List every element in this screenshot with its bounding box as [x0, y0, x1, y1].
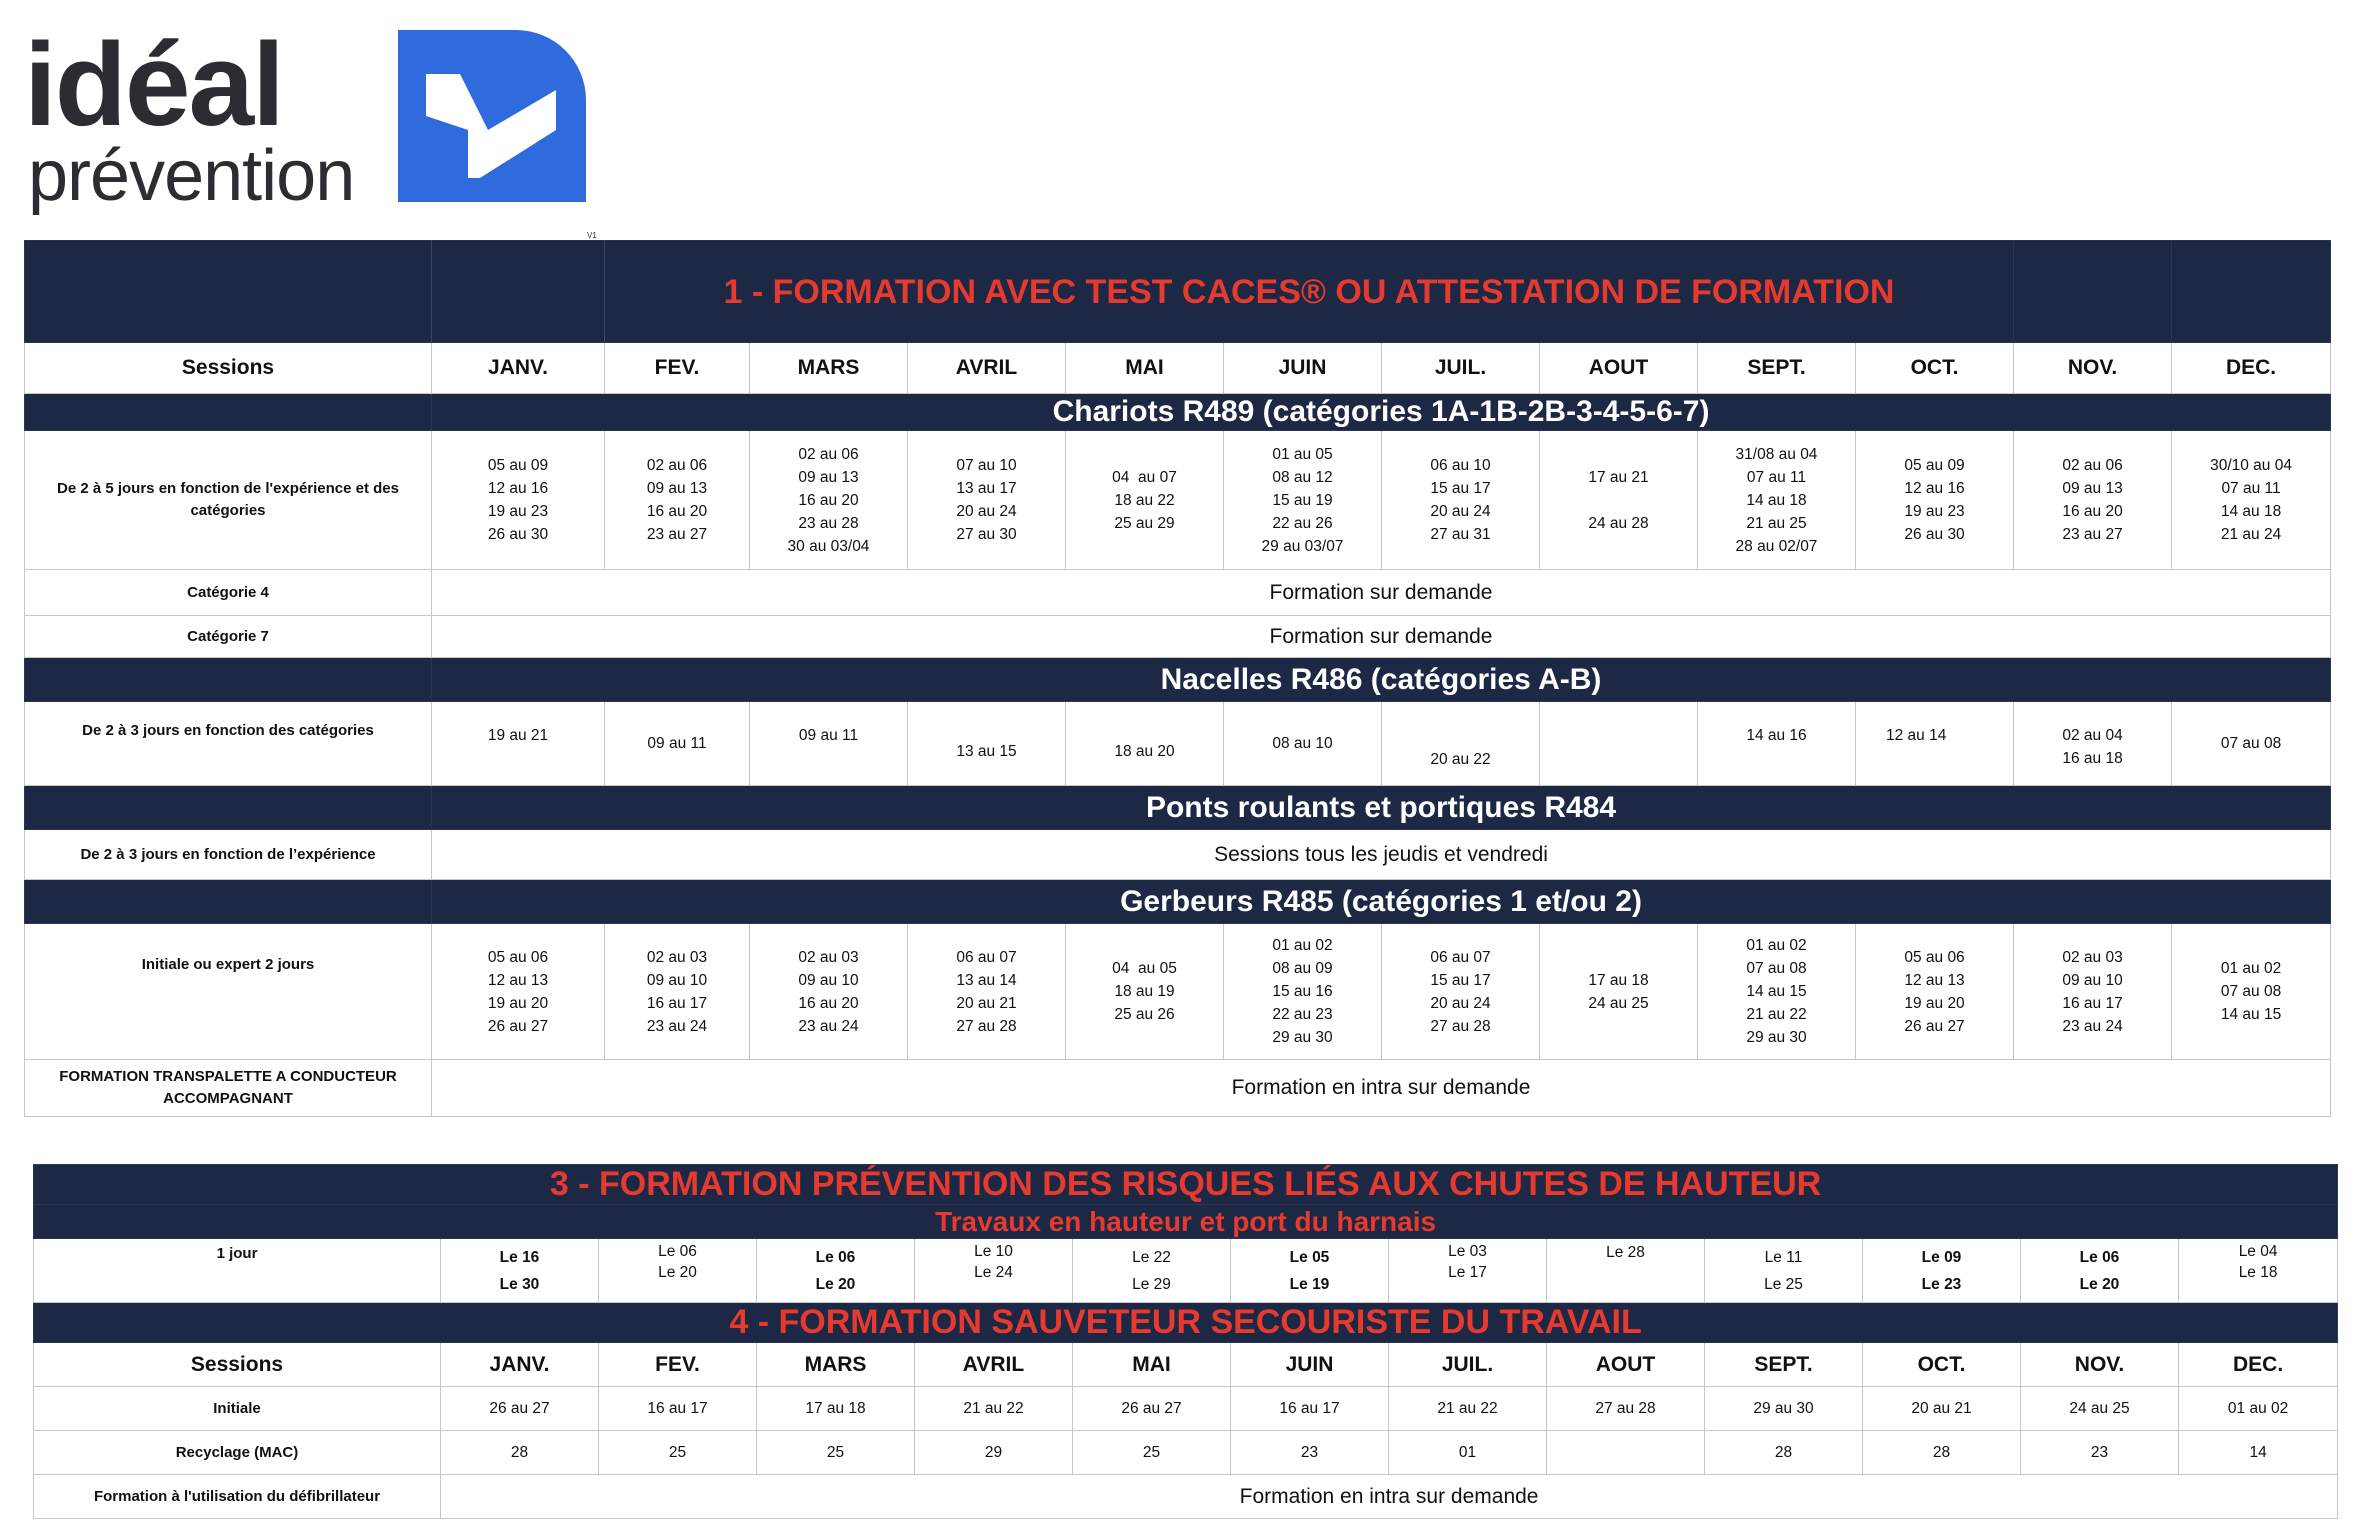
date-cell: Le 04 Le 18 [2179, 1239, 2338, 1303]
section4-months-header-row [34, 1343, 2338, 1387]
ponts-note: Sessions tous les jeudis et vendredi [432, 830, 2331, 880]
date-cell: 01 au 02 [2179, 1387, 2338, 1431]
logo-word-ideal: idéal [24, 19, 283, 151]
recyclage-label: Recyclage (MAC) [34, 1431, 441, 1475]
categorie7-label: Catégorie 7 [25, 616, 432, 658]
date-cell: 02 au 06 09 au 13 16 au 20 23 au 28 30 au 03/04 [750, 431, 908, 570]
gerbeurs-title: Gerbeurs R485 (catégories 1 et/ou 2) [432, 880, 2331, 924]
month-header: DEC. [2172, 343, 2331, 394]
date-cell: 26 au 27 [441, 1387, 599, 1431]
date-cell: 01 [1389, 1431, 1547, 1475]
defibrillateur-row [34, 1475, 2338, 1519]
date-cell: Le 03 Le 17 [1389, 1239, 1547, 1303]
date-cell: 24 au 25 [2021, 1387, 2179, 1431]
section4-title-row [34, 1303, 2338, 1343]
date-cell: 06 au 07 15 au 17 20 au 24 27 au 28 [1382, 924, 1540, 1060]
date-cell: 01 au 02 08 au 09 15 au 16 22 au 23 29 au 30 [1224, 924, 1382, 1060]
transpalette-label: FORMATION TRANSPALETTE A CONDUCTEUR ACCOMPAGNANT [25, 1060, 432, 1117]
date-cell: 17 au 21 24 au 28 [1540, 431, 1698, 570]
date-cell: 23 [2021, 1431, 2179, 1475]
sessions-header: Sessions [25, 343, 432, 394]
date-cell: 29 au 30 [1705, 1387, 1863, 1431]
date-cell: 02 au 04 16 au 18 [2014, 702, 2172, 786]
date-cell: 07 au 10 13 au 17 20 au 24 27 au 30 [908, 431, 1066, 570]
date-cell: 20 au 21 [1863, 1387, 2021, 1431]
nacelles-title: Nacelles R486 (catégories A-B) [432, 658, 2331, 702]
date-cell: 17 au 18 24 au 25 [1540, 924, 1698, 1060]
hauteur-dates-row [34, 1239, 2338, 1303]
section4-title: 4 - FORMATION SAUVETEUR SECOURISTE DU TRAVAIL [729, 1303, 1642, 1341]
ponts-title: Ponts roulants et portiques R484 [432, 786, 2331, 830]
date-cell: 06 au 07 13 au 14 20 au 21 27 au 28 [908, 924, 1066, 1060]
transpalette-note: Formation en intra sur demande [432, 1060, 2331, 1117]
date-cell: Le 16 Le 30 [441, 1239, 599, 1303]
date-cell: 16 au 17 [599, 1387, 757, 1431]
date-cell: 02 au 03 09 au 10 16 au 17 23 au 24 [605, 924, 750, 1060]
categorie7-note: Formation sur demande [432, 616, 2331, 658]
date-cell: 02 au 06 09 au 13 16 au 20 23 au 27 [605, 431, 750, 570]
month-header: MAI [1066, 343, 1224, 394]
date-cell: 30/10 au 04 07 au 11 14 au 18 21 au 24 [2172, 431, 2331, 570]
month-header: AOUT [1547, 1343, 1705, 1387]
date-cell: Le 05 Le 19 [1231, 1239, 1389, 1303]
section3-title-row [34, 1165, 2338, 1205]
date-cell: 09 au 11 [750, 702, 908, 786]
categorie7-row [25, 616, 2331, 658]
categorie4-note: Formation sur demande [432, 570, 2331, 616]
date-cell: 20 au 22 [1382, 702, 1540, 786]
date-cell: Le 09 Le 23 [1863, 1239, 2021, 1303]
month-header: NOV. [2021, 1343, 2179, 1387]
chariots-dates-row [25, 431, 2331, 570]
nacelles-dates-row [25, 702, 2331, 786]
gerbeurs-dates-row [25, 924, 2331, 1060]
version-label: V1 [587, 231, 597, 240]
month-header: JUIL. [1389, 1343, 1547, 1387]
section3-subtitle: Travaux en hauteur et port du harnais [935, 1205, 1437, 1237]
month-header: SEPT. [1705, 1343, 1863, 1387]
date-cell: 28 [1863, 1431, 2021, 1475]
brand-logo [24, 19, 594, 216]
date-cell: 07 au 08 [2172, 702, 2331, 786]
date-cell: 28 [1705, 1431, 1863, 1475]
date-cell: 16 au 17 [1231, 1387, 1389, 1431]
date-cell: 08 au 10 [1224, 702, 1382, 786]
recyclage-row [34, 1431, 2338, 1475]
month-header: MARS [757, 1343, 915, 1387]
date-cell: 02 au 03 09 au 10 16 au 17 23 au 24 [2014, 924, 2172, 1060]
date-cell: 28 [441, 1431, 599, 1475]
month-header: JANV. [441, 1343, 599, 1387]
date-cell: 26 au 27 [1073, 1387, 1231, 1431]
month-header: DEC. [2179, 1343, 2338, 1387]
month-header: AOUT [1540, 343, 1698, 394]
date-cell: Le 11 Le 25 [1705, 1239, 1863, 1303]
nacelles-row-label: De 2 à 3 jours en fonction des catégories [25, 702, 432, 786]
month-header: OCT. [1863, 1343, 2021, 1387]
month-header: OCT. [1856, 343, 2014, 394]
date-cell: 25 [599, 1431, 757, 1475]
date-cell: 12 au 14 [1856, 702, 2014, 786]
date-cell: 25 [757, 1431, 915, 1475]
date-cell: 29 [915, 1431, 1073, 1475]
date-cell: 31/08 au 04 07 au 11 14 au 18 21 au 25 28 au 02/07 [1698, 431, 1856, 570]
logo-word-prevention: prévention [28, 136, 355, 216]
date-cell: 05 au 09 12 au 16 19 au 23 26 au 30 [432, 431, 605, 570]
date-cell: 13 au 15 [908, 702, 1066, 786]
date-cell: 04 au 05 18 au 19 25 au 26 [1066, 924, 1224, 1060]
date-cell: 05 au 06 12 au 13 19 au 20 26 au 27 [432, 924, 605, 1060]
month-header: SEPT. [1698, 343, 1856, 394]
initiale-label: Initiale [34, 1387, 441, 1431]
date-cell: 19 au 21 [432, 702, 605, 786]
transpalette-row [25, 1060, 2331, 1117]
date-cell: 01 au 02 07 au 08 14 au 15 21 au 22 29 au 30 [1698, 924, 1856, 1060]
date-cell: 02 au 06 09 au 13 16 au 20 23 au 27 [2014, 431, 2172, 570]
date-cell: 05 au 06 12 au 13 19 au 20 26 au 27 [1856, 924, 2014, 1060]
month-header: JUIL. [1382, 343, 1540, 394]
initiale-row [34, 1387, 2338, 1431]
month-header: MAI [1073, 1343, 1231, 1387]
month-header: FEV. [599, 1343, 757, 1387]
date-cell: Le 06 Le 20 [599, 1239, 757, 1303]
chariots-band [25, 394, 2331, 431]
month-header: AVRIL [915, 1343, 1073, 1387]
date-cell: 25 [1073, 1431, 1231, 1475]
sessions-header: Sessions [34, 1343, 441, 1387]
month-header: MARS [750, 343, 908, 394]
ponts-row-label: De 2 à 3 jours en fonction de l’expérience [25, 830, 432, 880]
date-cell: 02 au 03 09 au 10 16 au 20 23 au 24 [750, 924, 908, 1060]
section3-subtitle-row [34, 1205, 2338, 1239]
ponts-band [25, 786, 2331, 830]
nacelles-band [25, 658, 2331, 702]
chariots-row-label: De 2 à 5 jours en fonction de l'expérience et des catégories [25, 431, 432, 570]
caces-schedule-table [24, 240, 2331, 1117]
month-header: FEV. [605, 343, 750, 394]
date-cell: 06 au 10 15 au 17 20 au 24 27 au 31 [1382, 431, 1540, 570]
month-header: JUIN [1231, 1343, 1389, 1387]
date-cell: 18 au 20 [1066, 702, 1224, 786]
date-cell: Le 22 Le 29 [1073, 1239, 1231, 1303]
date-cell: 27 au 28 [1547, 1387, 1705, 1431]
date-cell [1540, 702, 1698, 786]
date-cell: 21 au 22 [1389, 1387, 1547, 1431]
date-cell: Le 06 Le 20 [757, 1239, 915, 1303]
section3-title: 3 - FORMATION PRÉVENTION DES RISQUES LIÉS AUX CHUTES DE HAUTEUR [549, 1165, 1822, 1203]
section1-title-row [25, 241, 2331, 343]
logo-mark-icon [398, 30, 586, 202]
date-cell: 23 [1231, 1431, 1389, 1475]
date-cell: 01 au 05 08 au 12 15 au 19 22 au 26 29 au 03/07 [1224, 431, 1382, 570]
date-cell: 17 au 18 [757, 1387, 915, 1431]
date-cell: 21 au 22 [915, 1387, 1073, 1431]
date-cell: 05 au 09 12 au 16 19 au 23 26 au 30 [1856, 431, 2014, 570]
date-cell: 01 au 02 07 au 08 14 au 15 [2172, 924, 2331, 1060]
section1-title: 1 - FORMATION AVEC TEST CACES® OU ATTESTATION DE FORMATION [723, 272, 1895, 311]
date-cell: Le 10 Le 24 [915, 1239, 1073, 1303]
date-cell: 14 [2179, 1431, 2338, 1475]
month-header: JANV. [432, 343, 605, 394]
hauteur-row-label: 1 jour [34, 1239, 441, 1303]
date-cell: Le 06 Le 20 [2021, 1239, 2179, 1303]
categorie4-row [25, 570, 2331, 616]
date-cell: Le 28 [1547, 1239, 1705, 1303]
chariots-title: Chariots R489 (catégories 1A-1B-2B-3-4-5-6-7) [432, 394, 2331, 431]
date-cell: 04 au 07 18 au 22 25 au 29 [1066, 431, 1224, 570]
ponts-row [25, 830, 2331, 880]
date-cell: 09 au 11 [605, 702, 750, 786]
month-header: JUIN [1224, 343, 1382, 394]
defibrillateur-note: Formation en intra sur demande [441, 1475, 2338, 1519]
month-header: NOV. [2014, 343, 2172, 394]
categorie4-label: Catégorie 4 [25, 570, 432, 616]
months-header-row [25, 343, 2331, 394]
defibrillateur-label: Formation à l'utilisation du défibrillateur [34, 1475, 441, 1519]
gerbeurs-row-label: Initiale ou expert 2 jours [25, 924, 432, 1060]
date-cell: 14 au 16 [1698, 702, 1856, 786]
prevention-schedule-table [33, 1164, 2338, 1519]
gerbeurs-band [25, 880, 2331, 924]
date-cell [1547, 1431, 1705, 1475]
month-header: AVRIL [908, 343, 1066, 394]
